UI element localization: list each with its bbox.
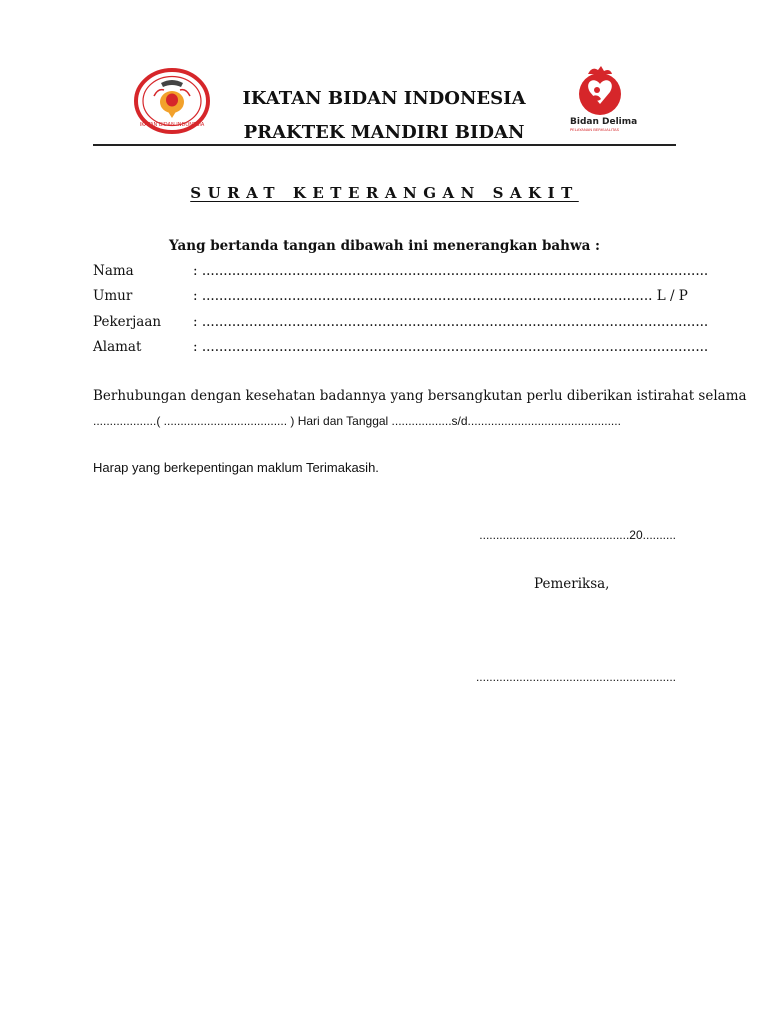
closing-note: Harap yang berkepentingan maklum Terimakasih. (93, 460, 379, 475)
field-label-umur: Umur (93, 288, 133, 304)
svg-text:PELAYANAN BERKUALITAS: PELAYANAN BERKUALITAS (570, 127, 619, 132)
field-value-pekerjaan: : ...................................................................................................................... (193, 314, 709, 330)
document-title-text: SURAT KETERANGAN SAKIT (190, 184, 579, 202)
header-divider (93, 144, 676, 146)
practice-name: PRAKTEK MANDIRI BIDAN (243, 122, 525, 143)
signer-label: Pemeriksa, (534, 576, 610, 592)
field-value-alamat: : ...................................................................................................................... (193, 339, 709, 355)
svg-text:IKATAN BIDAN INDONESIA: IKATAN BIDAN INDONESIA (139, 122, 205, 128)
rest-duration-line: ...................( ..................................... ) Hari dan Tanggal ..................s/d.............................................. (93, 414, 621, 428)
field-label-pekerjaan: Pekerjaan (93, 314, 162, 330)
signature-line: ............................................................ (475, 670, 676, 684)
document-title (93, 184, 676, 202)
field-value-umur: : ......................................................................................................... L / P (193, 288, 688, 304)
field-label-nama: Nama (93, 263, 134, 279)
date-line: .............................................20.......... (479, 528, 676, 542)
svg-text:Bidan Delima: Bidan Delima (570, 117, 638, 127)
rest-statement: Berhubungan dengan kesehatan badannya yang bersangkutan perlu diberikan istirahat selama (93, 388, 747, 404)
field-label-alamat: Alamat (93, 339, 142, 355)
intro-text: Yang bertanda tangan dibawah ini menerangkan bahwa : (168, 238, 601, 254)
org-name: IKATAN BIDAN INDONESIA (242, 88, 526, 109)
field-value-nama: : ...................................................................................................................... (193, 263, 709, 279)
